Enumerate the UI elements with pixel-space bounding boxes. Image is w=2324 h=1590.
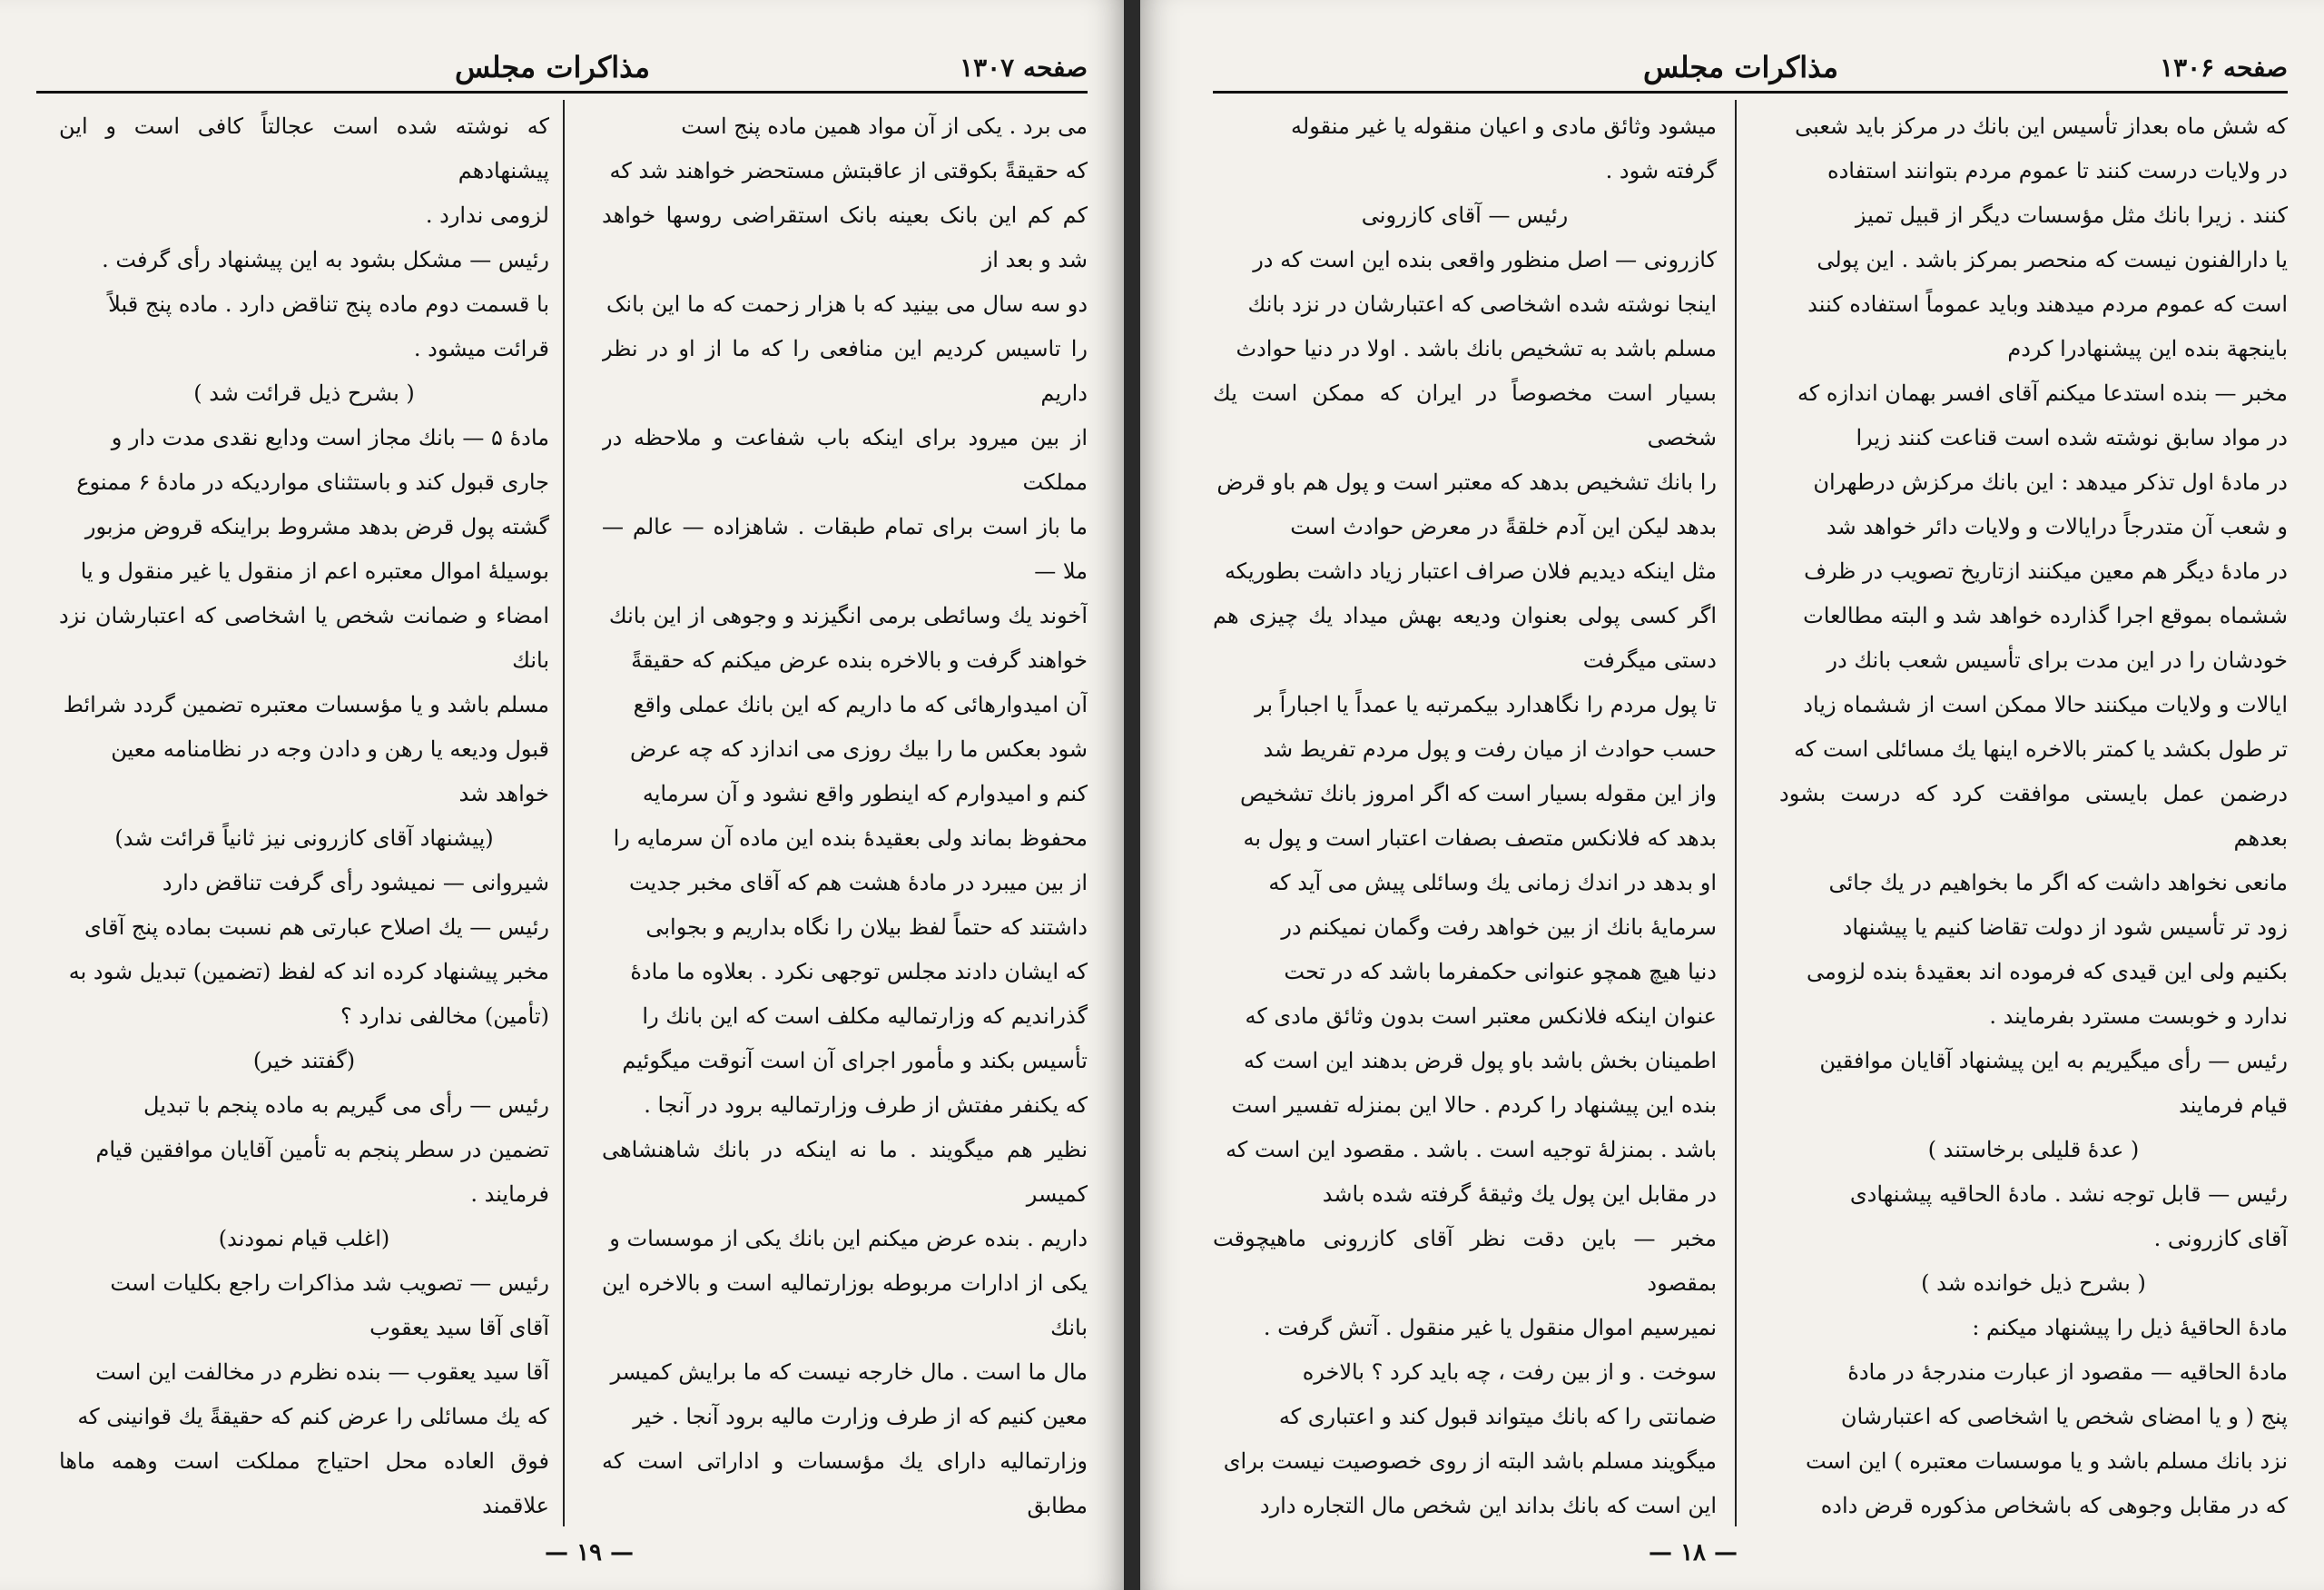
text-line: در ولایات درست کنند تا عموم مردم بتوانند استفاده xyxy=(1827,158,2288,183)
text-line: داریم . بنده عرض میکنم این بانك یکی از موسسات و xyxy=(609,1226,1088,1251)
text-line: که حقیقةً بکوقتی از عاقبتش مستحضر خواهند شد که xyxy=(609,158,1088,183)
right-page-left-column xyxy=(1213,104,1717,1526)
text-line: و شعب آن متدرجاً درایالات و ولایات دائر خواهد شد xyxy=(1826,514,2288,539)
text-line: یا دارالفنون نیست که منحصر بمرکز باشد . این پولی xyxy=(1817,247,2288,272)
text-line: اینجا نوشته شده اشخاصی که اعتبارشان در نزد بانك xyxy=(1247,291,1717,317)
text-line: رئیس — قابل توجه نشد . مادهٔ الحاقیه پیشنهادی xyxy=(1849,1181,2288,1207)
text-line: تأسیس بکند و مأمور اجرای آن است آنوقت میگوئیم xyxy=(622,1048,1088,1073)
text-line: مخبر پیشنهاد کرده اند که لفظ (تضمین) تبدیل شود به xyxy=(68,959,549,984)
text-line: واز این مقوله بسیار است که اگر امروز بانك تشخیص xyxy=(1240,781,1717,806)
right-page-footer: — ۱۸ — xyxy=(1649,1539,1738,1566)
right-page-header xyxy=(1213,47,2288,87)
text-line: که ایشان دادند مجلس توجهی نکرد . بعلاوه ما مادهٔ xyxy=(630,959,1088,984)
text-line: او بدهد در اندك زمانی یك وسائلی پیش می آید که xyxy=(1268,870,1717,895)
text-line: ما باز است برای تمام طبقات . شاهزاده — عالم — ملا — xyxy=(602,514,1088,584)
text-line: بکنیم ولی این قیدی که فرموده اند بعقیدهٔ بنده لزومی xyxy=(1806,959,2288,984)
text-line: آخوند یك وسائطی برمی انگیزند و وجوهی از این بانك xyxy=(608,603,1088,628)
text-line: را بانك تشخیص بدهد که معتبر است و پول هم باو قرض xyxy=(1216,469,1717,495)
left-page-title: مذاکرات مجلس xyxy=(455,50,651,84)
text-line: کنم و امیدوارم که اینطور واقع نشود و آن سرمایه xyxy=(642,781,1088,806)
text-line: رئیس — تصویب شد مذاکرات راجع بکلیات است xyxy=(110,1270,549,1296)
text-line: داشتند که حتماً لفظ بیلان را نگاه بداریم و بجوابی xyxy=(645,914,1088,940)
text-line: تر طول بکشد یا کمتر بالاخره اینها یك مسائلی است که xyxy=(1794,736,2288,762)
text-line: این است که بانك بداند این شخص مال التجاره دارد xyxy=(1259,1493,1717,1518)
text-line: قرائت میشود . xyxy=(413,336,549,361)
text-line: آقا سید یعقوب — بنده نظرم در مخالفت این است xyxy=(95,1359,549,1385)
text-line: لزومی ندارد . xyxy=(425,202,549,228)
right-page-number: صفحه ۱۳۰۶ xyxy=(2160,52,2288,83)
text-line: بدهد لیکن این آدم خلقةً در معرض حوادث است xyxy=(1290,514,1717,539)
text-line: پنج ( و یا امضای شخص یا اشخاصی که اعتبارشان xyxy=(1840,1404,2288,1429)
text-line: قیام فرمایند xyxy=(2179,1092,2288,1118)
text-line: با قسمت دوم ماده پنج تناقض دارد . ماده پنج قبلاً xyxy=(108,291,549,317)
text-line: معین کنیم که از طرف وزارت مالیه برود آنجا . خیر xyxy=(633,1404,1088,1429)
text-line: مادهٔ الحاقیهٔ ذیل را پیشنهاد میکنم : xyxy=(1972,1315,2288,1340)
right-page xyxy=(1140,0,2324,1590)
text-line: باینجهة بنده این پیشنهادرا کردم xyxy=(2007,336,2288,361)
text-line: می برد . یکی از آن مواد همین ماده پنج است xyxy=(681,114,1088,139)
right-page-right-column xyxy=(1779,104,2288,1526)
text-line: ندارد و خوبست مسترد بفرمایند . xyxy=(1989,1003,2288,1029)
text-line: از بین میرود برای اینکه باب شفاعت و ملاحظه در مملکت xyxy=(602,425,1088,495)
text-line: بسیار است مخصوصاً در ایران که ممکن است یك شخصی xyxy=(1213,380,1717,450)
text-line: که یکنفر مفتش از طرف وزارتمالیه برود در آنجا . xyxy=(644,1092,1088,1118)
text-line: تا پول مردم را نگاهدارد بیکمرتبه یا عمداً یا اجباراً بر xyxy=(1255,692,1717,717)
text-line: درضمن عمل بایستی موافقت کرد که درست بشود بعدهم xyxy=(1779,781,2288,851)
text-line: در مادهٔ اول تذکر میدهد : این بانك مرکزش درطهران xyxy=(1813,469,2288,495)
text-line: گشته پول قرض بدهد مشروط براینکه قروض مزبور xyxy=(84,514,549,539)
text-line: که شش ماه بعداز تأسیس این بانك در مرکز باید شعبی xyxy=(1795,114,2288,139)
text-line: دو سه سال می بینید که با هزار زحمت که ما این بانک xyxy=(606,291,1088,317)
text-line: (تأمین) مخالفی ندارد ؟ xyxy=(340,1003,549,1029)
left-page-footer: — ۱۹ — xyxy=(545,1539,635,1566)
text-line: نزد بانك مسلم باشد و یا موسسات معتبره ) این است xyxy=(1806,1448,2288,1474)
text-line: خواهند گرفت و بالاخره بنده عرض میکنم که حقیقةً xyxy=(631,647,1088,673)
text-line: مادهٔ ۵ — بانك مجاز است ودایع نقدی مدت دار و xyxy=(111,425,549,450)
text-line: دنیا هیچ همچو عنوانی حکمفرما باشد که در تحت xyxy=(1284,959,1717,984)
section-note-line: (پیشنهاد آقای کازرونی نیز ثانیاً قرائت شد) xyxy=(114,825,494,851)
left-page-header xyxy=(36,47,1088,87)
text-line: رئیس — رأی میگیریم به این پیشنهاد آقایان موافقین xyxy=(1819,1048,2288,1073)
text-line: شیروانی — نمیشود رأی گرفت تناقض دارد xyxy=(162,870,549,895)
text-line: که یك مسائلی را عرض کنم که حقیقةً یك قوانینی که xyxy=(77,1404,549,1429)
left-page xyxy=(0,0,1124,1590)
section-note-line: رئیس — آقای کازرونی xyxy=(1361,202,1569,228)
text-line: در مواد سابق نوشته شده است قناعت کنند زیرا xyxy=(1856,425,2288,450)
text-line: محفوظ بماند ولی بعقیدهٔ بنده این ماده آن سرمایه را xyxy=(613,825,1088,851)
text-line: را تاسیس کردیم این منافعی را که ما از او در نظر داریم xyxy=(602,336,1088,406)
section-note-line: (اغلب قیام نمودند) xyxy=(218,1226,390,1251)
text-line: مسلم باشد به تشخیص بانك باشد . اولا در دنیا حوادث xyxy=(1236,336,1717,361)
text-line: است که عموم مردم میدهند وباید عموماً استفاده کنند xyxy=(1807,291,2288,317)
text-line: وزارتمالیه دارای یك مؤسسات و اداراتی است که مطابق xyxy=(602,1448,1088,1518)
left-page-right-column xyxy=(602,104,1088,1526)
header-rule xyxy=(36,91,1088,94)
text-line: تضمین در سطر پنجم به تأمین آقایان موافقین قیام xyxy=(95,1137,549,1162)
text-line: که نوشته شده است عجالتاً کافی است و این پیشنهادهم xyxy=(59,114,549,183)
text-line: فرمایند . xyxy=(470,1181,549,1207)
text-line: از بین میبرد در مادهٔ هشت هم که آقای مخبر جدیت xyxy=(628,870,1088,895)
text-line: اگر کسی پولی بعنوان ودیعه بهش میداد یك چیزی هم دستی میگرفت xyxy=(1213,603,1717,673)
text-line: میشود وثائق مادی و اعیان منقوله یا غیر منقوله xyxy=(1291,114,1717,139)
text-line: در مادهٔ دیگر هم معین میکنند ازتاریخ تصویب در ظرف xyxy=(1804,558,2288,584)
text-line: سوخت . و از بین رفت ، چه باید کرد ؟ بالاخره xyxy=(1302,1359,1717,1385)
text-line: مادهٔ الحاقیه — مقصود از عبارت مندرجهٔ در مادهٔ xyxy=(1847,1359,2288,1385)
text-line: مال ما است . مال خارجه نیست که ما برایش کمیسر xyxy=(610,1359,1088,1385)
text-line: شود بعکس ما را بیك روزی می اندازد که چه عرض xyxy=(629,736,1088,762)
text-line: بوسیلهٔ اموال معتبره اعم از منقول یا غیر منقول و یا xyxy=(80,558,549,584)
text-line: کازرونی — اصل منظور واقعی بنده این است که در xyxy=(1253,247,1717,272)
text-line: رئیس — مشکل بشود به این پیشنهاد رأی گرفت . xyxy=(102,247,549,272)
text-line: گذراندیم که وزارتمالیه مکلف است که این بانك را xyxy=(642,1003,1088,1029)
text-line: زود تر تأسیس شود از دولت تقاضا کنیم یا پیشنهاد xyxy=(1842,914,2288,940)
header-rule xyxy=(1213,91,2288,94)
book-gutter xyxy=(1124,0,1140,1590)
text-line: نمیرسیم اموال منقول یا غیر منقول . آتش گرفت . xyxy=(1263,1315,1717,1340)
text-line: بنده این پیشنهاد را کردم . حالا این بمنزله تفسیر است xyxy=(1231,1092,1717,1118)
text-line: قبول ودیعه یا رهن و دادن وجه در نظامنامه معین xyxy=(111,736,549,762)
column-divider xyxy=(563,100,565,1526)
text-line: گرفته شود . xyxy=(1605,158,1717,183)
text-line: ضمانتی را که بانك میتواند قبول کند و اعتباری که xyxy=(1278,1404,1717,1429)
text-line: بدهد که فلانکس متصف بصفات اعتبار است و پول به xyxy=(1243,825,1717,851)
section-note-line: (گفتند خیر) xyxy=(252,1048,356,1073)
text-line: رئیس — یك اصلاح عبارتی هم نسبت بماده پنج آقای xyxy=(84,914,549,940)
section-note-line: ( بشرح ذیل قرائت شد ) xyxy=(193,380,415,406)
text-line: فوق العاده محل احتیاج مملکت است وهمه ماها علاقمند xyxy=(59,1448,549,1518)
text-line: سرمایهٔ بانك از بین خواهد رفت وگمان نمیکنم در xyxy=(1281,914,1717,940)
text-line: که در مقابل وجوهی که باشخاص مذکوره قرض داده xyxy=(1820,1493,2288,1518)
section-note-line: ( بشرح ذیل خوانده شد ) xyxy=(1921,1270,2146,1296)
text-line: مانعی نخواهد داشت که اگر ما بخواهیم در یك جائی xyxy=(1828,870,2288,895)
text-line: اطمینان بخش باشد باو پول قرض بدهند این است که xyxy=(1243,1048,1717,1073)
right-page-title: مذاکرات مجلس xyxy=(1643,50,1839,84)
text-line: مخبر — باین دقت نظر آقای کازرونی ماهیچوقت بمقصود xyxy=(1213,1226,1717,1296)
text-line: رئیس — رأی می گیریم به ماده پنجم با تبدیل xyxy=(143,1092,549,1118)
section-note-line: ( عدهٔ قلیلی برخاستند ) xyxy=(1927,1137,2140,1162)
text-line: یکی از ادارات مربوطه بوزارتمالیه است و بالاخره این بانك xyxy=(602,1270,1088,1340)
text-line: باشد . بمنزلهٔ توجیه است . باشد . مقصود این است که xyxy=(1226,1137,1717,1162)
text-line: آن امیدوارهائی که ما داریم که این بانك عملی واقع xyxy=(633,692,1088,717)
text-line: خودشان را در این مدت برای تأسیس شعب بانك در xyxy=(1827,647,2288,673)
text-line: مسلم باشد و یا مؤسسات معتبره تضمین گردد شرائط xyxy=(63,692,549,717)
text-line: نظیر هم میگویند . ما نه اینکه در بانك شاهنشاهی کمیسر xyxy=(602,1137,1088,1207)
text-line: جاری قبول کند و باستثنای مواردیکه در مادهٔ ۶ ممنوع xyxy=(76,469,549,495)
text-line: در مقابل این پول یك وثیقهٔ گرفته شده باشد xyxy=(1322,1181,1717,1207)
text-line: ششماه بموقع اجرا گذارده خواهد شد و البته مطالعات xyxy=(1803,603,2288,628)
text-line: آقای آقا سید یعقوب xyxy=(369,1315,549,1340)
text-line: امضاء و ضمانت شخص یا اشخاصی که اعتبارشان نزد بانك xyxy=(59,603,549,673)
text-line: مثل اینکه دیدیم فلان صراف اعتبار زیاد داشت بطوریکه xyxy=(1224,558,1717,584)
text-line: آقای کازرونی . xyxy=(2153,1226,2288,1251)
left-page-left-column xyxy=(59,104,549,1526)
text-line: ایالات و ولایات میکنند حالا ممکن است از ششماه زیاد xyxy=(1803,692,2288,717)
text-line: عنوان اینکه فلانکس معتبر است بدون وثائق مادی که xyxy=(1245,1003,1717,1029)
text-line: مخبر — بنده استدعا میکنم آقای افسر بهمان اندازه که xyxy=(1797,380,2288,406)
text-line: میگویند مسلم باشد البته از روی خصوصیت نیست برای xyxy=(1223,1448,1717,1474)
left-page-number: صفحه ۱۳۰۷ xyxy=(960,52,1088,83)
text-line: کم کم این بانک بعینه بانک استقراضی روسها خواهد شد و بعد از xyxy=(602,202,1088,272)
text-line: کنند . زیرا بانك مثل مؤسسات دیگر از قبیل تمیز xyxy=(1855,202,2288,228)
column-divider xyxy=(1735,100,1737,1526)
text-line: حسب حوادث از میان رفت و پول مردم تفریط شد xyxy=(1263,736,1717,762)
text-line: خواهد شد xyxy=(458,781,549,806)
